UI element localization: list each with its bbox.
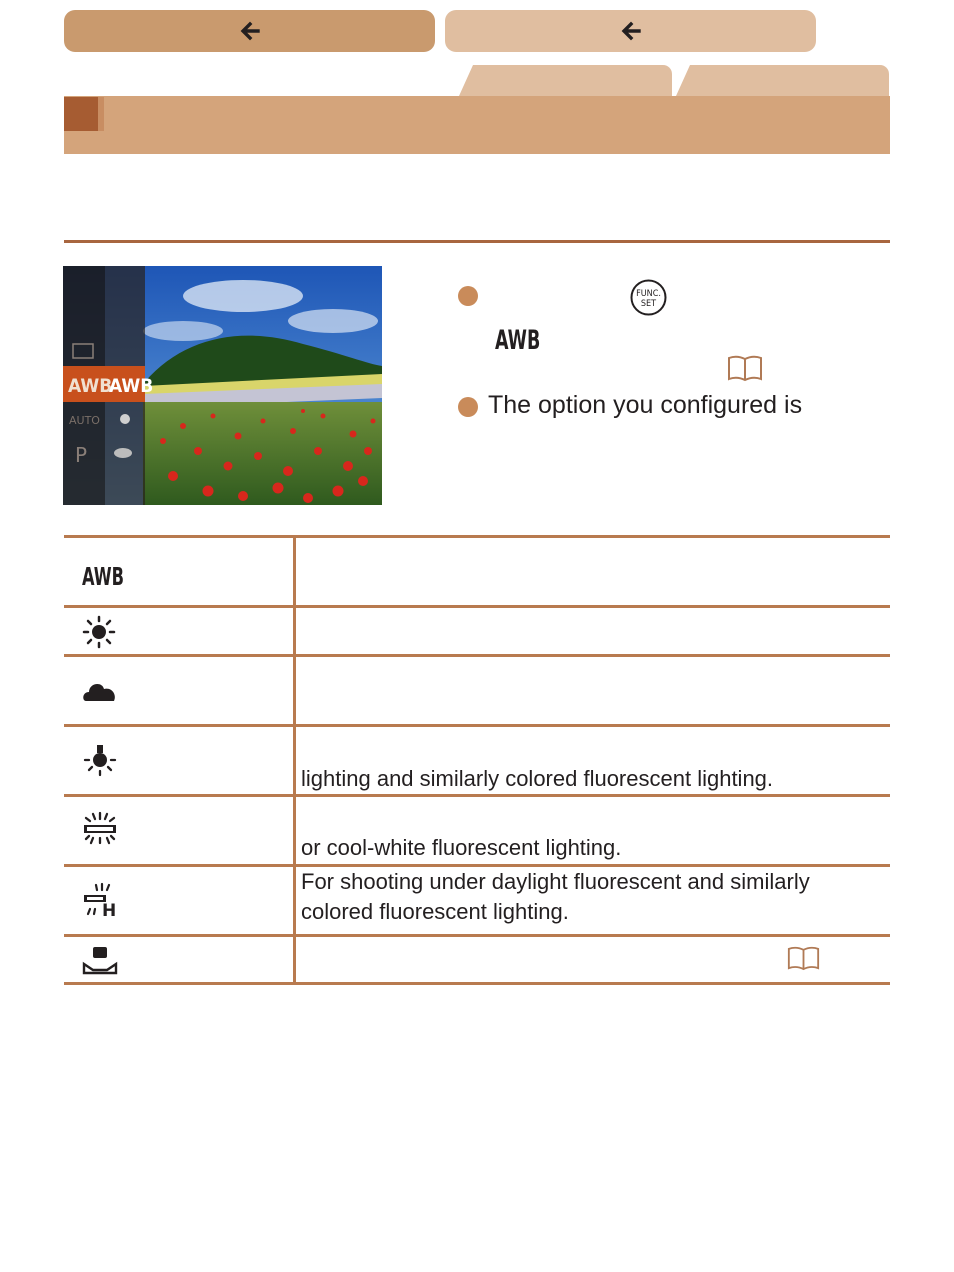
svg-text:H: H: [102, 901, 117, 921]
fluorescent-icon: [82, 811, 118, 845]
chapter-tab-2[interactable]: [676, 65, 889, 96]
field-photo: [63, 266, 382, 505]
previous-page-button[interactable]: [64, 10, 435, 52]
bullet-point: [458, 397, 478, 417]
tungsten-icon: [82, 743, 118, 777]
icon-cell: [64, 937, 296, 982]
icon-cell: [64, 797, 296, 864]
table-row: [64, 657, 890, 727]
svg-text:P: P: [75, 443, 88, 467]
fluorescent-h-icon: [82, 882, 118, 921]
cloudy-icon: [82, 675, 118, 705]
description-line: or cool-white fluorescent lighting.: [301, 835, 622, 860]
section-marker-shadow: [98, 97, 104, 131]
description-cell: [301, 657, 890, 724]
icon-cell: [64, 867, 296, 934]
description-cell: [301, 538, 890, 605]
back-button[interactable]: [445, 10, 816, 52]
bullet-point: [458, 286, 478, 306]
camera-screen-image: [63, 266, 382, 505]
description-line: For shooting under daylight fluorescent and similarly: [301, 869, 810, 894]
section-title-bar: [64, 96, 890, 154]
description-line: colored fluorescent lighting.: [301, 899, 569, 924]
table-row: [64, 608, 890, 657]
book-icon[interactable]: [787, 945, 820, 973]
description-cell: [301, 727, 890, 794]
icon-cell: [64, 538, 296, 605]
svg-text:AWB: AWB: [109, 375, 154, 397]
awb-icon: [82, 559, 124, 592]
description-line: lighting and similarly colored fluorescent lighting.: [301, 766, 774, 791]
svg-text:AWB: AWB: [68, 375, 113, 397]
svg-text:AUTO: AUTO: [69, 414, 100, 427]
section-marker: [64, 97, 98, 131]
svg-text:AWB: AWB: [82, 563, 124, 592]
icon-cell: [64, 727, 296, 794]
table-row: [64, 867, 890, 937]
svg-text:AWB: AWB: [495, 323, 541, 356]
icon-cell: [64, 608, 296, 654]
custom-wb-icon: [82, 945, 118, 975]
icon-cell: [64, 657, 296, 724]
description-cell: [301, 937, 890, 982]
description-cell: [301, 608, 890, 654]
svg-text:SET: SET: [640, 299, 657, 309]
book-icon[interactable]: [727, 354, 763, 384]
func-set-icon: [630, 279, 667, 316]
table-row: [64, 937, 890, 985]
description-cell: [301, 797, 890, 864]
daylight-icon: [82, 615, 116, 649]
table-row: [64, 797, 890, 867]
arrow-left-icon: [238, 19, 262, 43]
arrow-left-icon: [619, 19, 643, 43]
section-divider: [64, 240, 890, 243]
table-row: [64, 727, 890, 797]
description-cell: [301, 867, 890, 934]
white-balance-table: [64, 535, 890, 985]
instruction-text: The option you configured is: [488, 391, 803, 419]
table-row: [64, 535, 890, 608]
svg-text:FUNC.: FUNC.: [636, 289, 661, 299]
chapter-tab-1[interactable]: [459, 65, 672, 96]
awb-icon: [495, 320, 541, 356]
